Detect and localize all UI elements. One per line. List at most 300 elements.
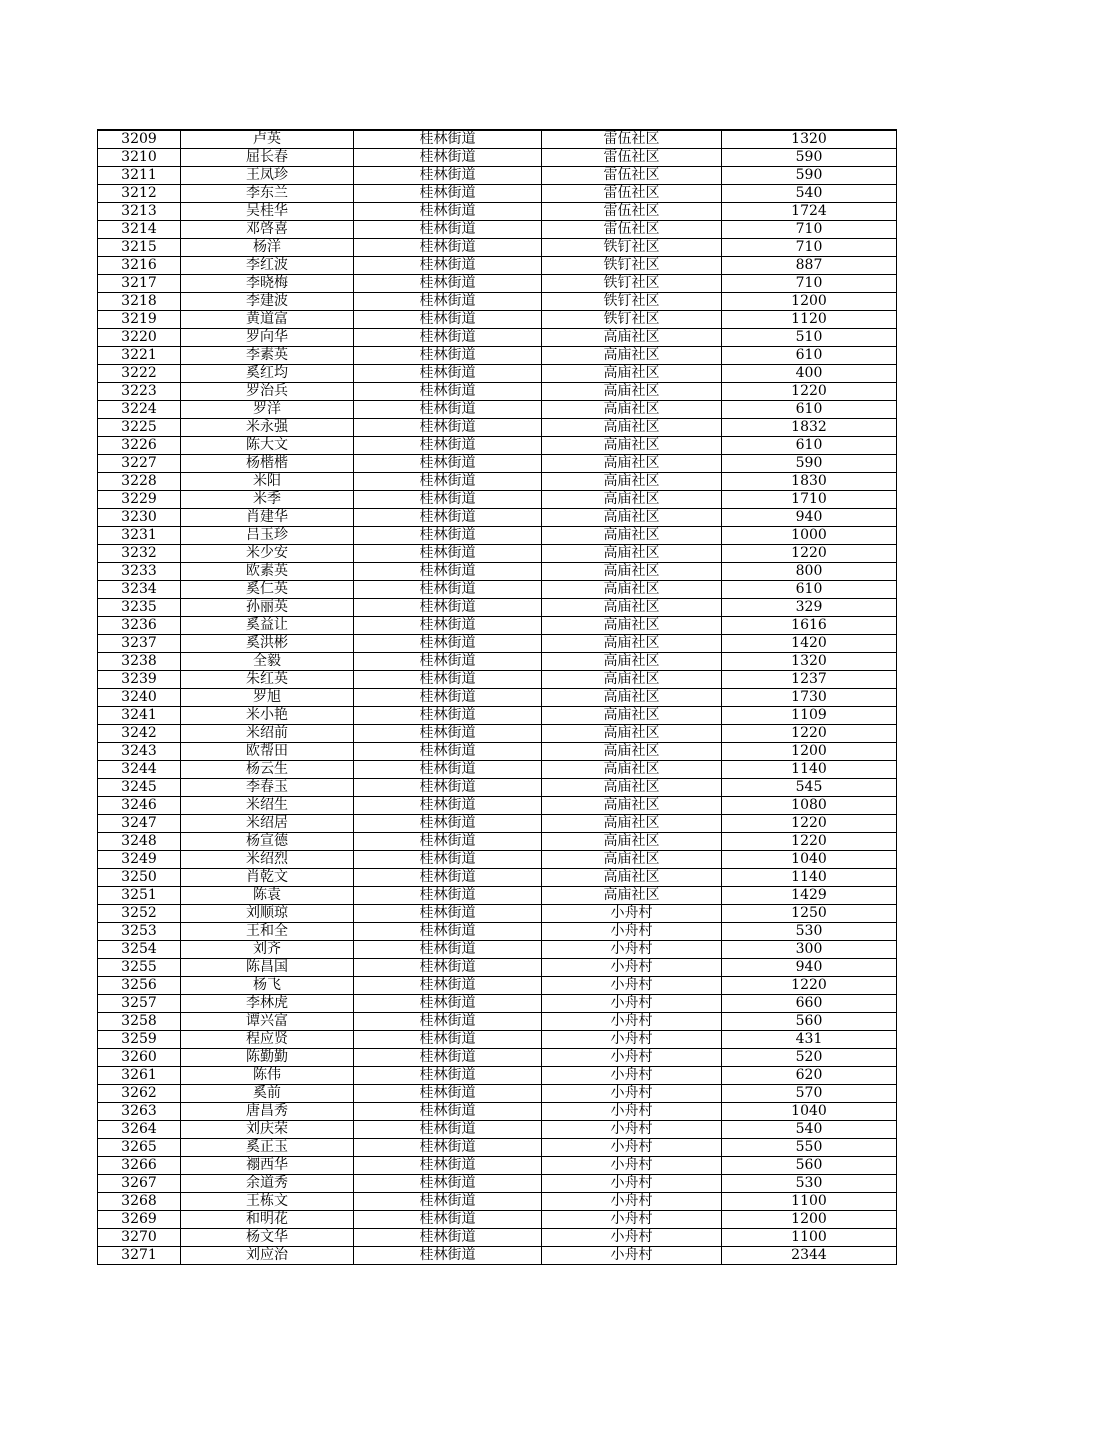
- cell-amount: 1100: [722, 1229, 897, 1247]
- cell-number: 3228: [98, 473, 181, 491]
- table-row: [98, 401, 897, 419]
- cell-amount: 540: [722, 1121, 897, 1139]
- cell-number: 3229: [98, 491, 181, 509]
- cell-amount: 1730: [722, 689, 897, 707]
- table-row: [98, 167, 897, 185]
- cell-street: 桂林街道: [354, 761, 542, 779]
- table-row: [98, 779, 897, 797]
- cell-community: 高庙社区: [542, 473, 722, 491]
- cell-number: 3221: [98, 347, 181, 365]
- cell-street: 桂林街道: [354, 671, 542, 689]
- cell-community: 铁钉社区: [542, 311, 722, 329]
- table-row: [98, 221, 897, 239]
- cell-community: 雷伍社区: [542, 221, 722, 239]
- table-row: [98, 563, 897, 581]
- cell-amount: 560: [722, 1013, 897, 1031]
- table-row: [98, 851, 897, 869]
- cell-name: 和明花: [181, 1211, 354, 1229]
- table-row: [98, 959, 897, 977]
- cell-community: 小舟村: [542, 1157, 722, 1175]
- cell-street: 桂林街道: [354, 707, 542, 725]
- table-row: [98, 1139, 897, 1157]
- table-row: [98, 725, 897, 743]
- cell-name: 禤西华: [181, 1157, 354, 1175]
- cell-name: 陈昌国: [181, 959, 354, 977]
- cell-number: 3236: [98, 617, 181, 635]
- cell-number: 3209: [98, 130, 181, 149]
- cell-amount: 1320: [722, 653, 897, 671]
- cell-number: 3255: [98, 959, 181, 977]
- cell-street: 桂林街道: [354, 1139, 542, 1157]
- cell-street: 桂林街道: [354, 311, 542, 329]
- cell-street: 桂林街道: [354, 905, 542, 923]
- table-row: [98, 365, 897, 383]
- table-row: [98, 185, 897, 203]
- cell-community: 高庙社区: [542, 365, 722, 383]
- cell-community: 高庙社区: [542, 617, 722, 635]
- cell-name: 邓啓喜: [181, 221, 354, 239]
- table-row: [98, 149, 897, 167]
- cell-amount: 1832: [722, 419, 897, 437]
- cell-amount: 710: [722, 275, 897, 293]
- cell-amount: 590: [722, 455, 897, 473]
- table-row: [98, 1175, 897, 1193]
- cell-number: 3269: [98, 1211, 181, 1229]
- cell-street: 桂林街道: [354, 923, 542, 941]
- cell-street: 桂林街道: [354, 833, 542, 851]
- cell-name: 米永强: [181, 419, 354, 437]
- cell-number: 3238: [98, 653, 181, 671]
- cell-street: 桂林街道: [354, 563, 542, 581]
- cell-community: 小舟村: [542, 941, 722, 959]
- cell-number: 3237: [98, 635, 181, 653]
- cell-community: 高庙社区: [542, 347, 722, 365]
- cell-name: 杨文华: [181, 1229, 354, 1247]
- cell-number: 3249: [98, 851, 181, 869]
- cell-amount: 510: [722, 329, 897, 347]
- cell-community: 雷伍社区: [542, 185, 722, 203]
- cell-community: 高庙社区: [542, 833, 722, 851]
- cell-number: 3213: [98, 203, 181, 221]
- cell-number: 3220: [98, 329, 181, 347]
- cell-community: 小舟村: [542, 1103, 722, 1121]
- cell-name: 朱红英: [181, 671, 354, 689]
- cell-number: 3248: [98, 833, 181, 851]
- cell-amount: 1000: [722, 527, 897, 545]
- cell-number: 3218: [98, 293, 181, 311]
- cell-amount: 887: [722, 257, 897, 275]
- cell-name: 孙丽英: [181, 599, 354, 617]
- cell-amount: 590: [722, 167, 897, 185]
- cell-community: 高庙社区: [542, 761, 722, 779]
- cell-street: 桂林街道: [354, 1121, 542, 1139]
- table-row: [98, 1211, 897, 1229]
- cell-number: 3266: [98, 1157, 181, 1175]
- cell-name: 米少安: [181, 545, 354, 563]
- cell-community: 小舟村: [542, 959, 722, 977]
- cell-community: 铁钉社区: [542, 293, 722, 311]
- table-row: [98, 923, 897, 941]
- table-row: [98, 671, 897, 689]
- cell-name: 罗向华: [181, 329, 354, 347]
- cell-number: 3235: [98, 599, 181, 617]
- cell-number: 3250: [98, 869, 181, 887]
- cell-community: 小舟村: [542, 905, 722, 923]
- cell-number: 3234: [98, 581, 181, 599]
- table-row: [98, 257, 897, 275]
- cell-name: 奚前: [181, 1085, 354, 1103]
- cell-amount: 610: [722, 401, 897, 419]
- cell-number: 3225: [98, 419, 181, 437]
- table-row: [98, 419, 897, 437]
- table-row: [98, 1193, 897, 1211]
- cell-amount: 1220: [722, 545, 897, 563]
- cell-name: 屈长春: [181, 149, 354, 167]
- cell-community: 高庙社区: [542, 797, 722, 815]
- cell-amount: 1220: [722, 977, 897, 995]
- cell-name: 奚洪彬: [181, 635, 354, 653]
- table-row: [98, 743, 897, 761]
- cell-amount: 800: [722, 563, 897, 581]
- cell-number: 3230: [98, 509, 181, 527]
- table-row: [98, 1229, 897, 1247]
- cell-amount: 1109: [722, 707, 897, 725]
- table-row: [98, 1247, 897, 1265]
- cell-amount: 1616: [722, 617, 897, 635]
- cell-name: 奚益让: [181, 617, 354, 635]
- cell-name: 米绍生: [181, 797, 354, 815]
- table-body: [98, 130, 897, 1265]
- cell-number: 3240: [98, 689, 181, 707]
- cell-name: 陈袁: [181, 887, 354, 905]
- cell-street: 桂林街道: [354, 1103, 542, 1121]
- cell-community: 小舟村: [542, 1031, 722, 1049]
- cell-amount: 1830: [722, 473, 897, 491]
- cell-amount: 550: [722, 1139, 897, 1157]
- cell-community: 高庙社区: [542, 581, 722, 599]
- cell-amount: 1250: [722, 905, 897, 923]
- cell-name: 吴桂华: [181, 203, 354, 221]
- cell-street: 桂林街道: [354, 689, 542, 707]
- cell-street: 桂林街道: [354, 527, 542, 545]
- cell-street: 桂林街道: [354, 617, 542, 635]
- cell-name: 黄道富: [181, 311, 354, 329]
- cell-community: 铁钉社区: [542, 239, 722, 257]
- cell-amount: 1220: [722, 383, 897, 401]
- table-row: [98, 509, 897, 527]
- cell-community: 高庙社区: [542, 815, 722, 833]
- cell-community: 小舟村: [542, 1193, 722, 1211]
- cell-name: 杨楷楷: [181, 455, 354, 473]
- cell-street: 桂林街道: [354, 851, 542, 869]
- cell-community: 小舟村: [542, 1175, 722, 1193]
- cell-community: 高庙社区: [542, 527, 722, 545]
- cell-community: 高庙社区: [542, 563, 722, 581]
- table-row: [98, 1031, 897, 1049]
- cell-amount: 2344: [722, 1247, 897, 1265]
- cell-number: 3222: [98, 365, 181, 383]
- cell-number: 3264: [98, 1121, 181, 1139]
- table-row: [98, 815, 897, 833]
- cell-name: 李晓梅: [181, 275, 354, 293]
- cell-community: 雷伍社区: [542, 149, 722, 167]
- cell-amount: 570: [722, 1085, 897, 1103]
- cell-community: 雷伍社区: [542, 167, 722, 185]
- cell-street: 桂林街道: [354, 1247, 542, 1265]
- cell-community: 高庙社区: [542, 401, 722, 419]
- cell-street: 桂林街道: [354, 653, 542, 671]
- cell-amount: 1080: [722, 797, 897, 815]
- table-row: [98, 203, 897, 221]
- cell-street: 桂林街道: [354, 383, 542, 401]
- cell-name: 奚正玉: [181, 1139, 354, 1157]
- cell-street: 桂林街道: [354, 959, 542, 977]
- cell-name: 王凤珍: [181, 167, 354, 185]
- table-row: [98, 1085, 897, 1103]
- cell-name: 杨宣德: [181, 833, 354, 851]
- cell-number: 3265: [98, 1139, 181, 1157]
- table-row: [98, 995, 897, 1013]
- table-row: [98, 347, 897, 365]
- cell-community: 小舟村: [542, 1085, 722, 1103]
- cell-street: 桂林街道: [354, 1049, 542, 1067]
- cell-number: 3252: [98, 905, 181, 923]
- cell-amount: 1710: [722, 491, 897, 509]
- cell-amount: 1040: [722, 851, 897, 869]
- cell-number: 3241: [98, 707, 181, 725]
- table-row: [98, 977, 897, 995]
- cell-amount: 590: [722, 149, 897, 167]
- cell-name: 李红波: [181, 257, 354, 275]
- cell-community: 高庙社区: [542, 887, 722, 905]
- cell-name: 米季: [181, 491, 354, 509]
- cell-street: 桂林街道: [354, 203, 542, 221]
- cell-name: 奚仁英: [181, 581, 354, 599]
- cell-name: 欧帮田: [181, 743, 354, 761]
- cell-number: 3216: [98, 257, 181, 275]
- cell-number: 3259: [98, 1031, 181, 1049]
- cell-amount: 1429: [722, 887, 897, 905]
- table-row: [98, 797, 897, 815]
- cell-street: 桂林街道: [354, 887, 542, 905]
- cell-amount: 1200: [722, 743, 897, 761]
- cell-number: 3226: [98, 437, 181, 455]
- cell-number: 3242: [98, 725, 181, 743]
- cell-street: 桂林街道: [354, 599, 542, 617]
- cell-community: 雷伍社区: [542, 130, 722, 149]
- cell-amount: 540: [722, 185, 897, 203]
- cell-number: 3210: [98, 149, 181, 167]
- table-row: [98, 491, 897, 509]
- cell-street: 桂林街道: [354, 1085, 542, 1103]
- cell-street: 桂林街道: [354, 1013, 542, 1031]
- table-row: [98, 383, 897, 401]
- cell-name: 刘齐: [181, 941, 354, 959]
- cell-name: 刘顺琼: [181, 905, 354, 923]
- cell-amount: 610: [722, 581, 897, 599]
- table-row: [98, 1013, 897, 1031]
- cell-amount: 520: [722, 1049, 897, 1067]
- table-row: [98, 833, 897, 851]
- cell-number: 3211: [98, 167, 181, 185]
- cell-name: 杨洋: [181, 239, 354, 257]
- cell-amount: 530: [722, 1175, 897, 1193]
- cell-name: 王栋文: [181, 1193, 354, 1211]
- cell-amount: 940: [722, 509, 897, 527]
- table-row: [98, 275, 897, 293]
- cell-name: 刘庆荣: [181, 1121, 354, 1139]
- cell-street: 桂林街道: [354, 401, 542, 419]
- cell-number: 3271: [98, 1247, 181, 1265]
- cell-name: 罗旭: [181, 689, 354, 707]
- cell-community: 高庙社区: [542, 455, 722, 473]
- cell-name: 李素英: [181, 347, 354, 365]
- cell-name: 杨云生: [181, 761, 354, 779]
- cell-number: 3233: [98, 563, 181, 581]
- table-row: [98, 617, 897, 635]
- cell-community: 高庙社区: [542, 599, 722, 617]
- cell-number: 3223: [98, 383, 181, 401]
- table-row: [98, 941, 897, 959]
- cell-number: 3245: [98, 779, 181, 797]
- table-row: [98, 689, 897, 707]
- cell-amount: 940: [722, 959, 897, 977]
- cell-name: 罗治兵: [181, 383, 354, 401]
- cell-number: 3246: [98, 797, 181, 815]
- cell-amount: 1220: [722, 833, 897, 851]
- cell-street: 桂林街道: [354, 725, 542, 743]
- cell-community: 小舟村: [542, 995, 722, 1013]
- cell-street: 桂林街道: [354, 329, 542, 347]
- cell-number: 3231: [98, 527, 181, 545]
- cell-amount: 710: [722, 239, 897, 257]
- cell-name: 米绍烈: [181, 851, 354, 869]
- cell-street: 桂林街道: [354, 491, 542, 509]
- table-row: [98, 707, 897, 725]
- cell-community: 高庙社区: [542, 383, 722, 401]
- cell-street: 桂林街道: [354, 995, 542, 1013]
- cell-number: 3219: [98, 311, 181, 329]
- cell-community: 小舟村: [542, 923, 722, 941]
- table-row: [98, 455, 897, 473]
- cell-number: 3243: [98, 743, 181, 761]
- cell-amount: 1140: [722, 869, 897, 887]
- cell-number: 3257: [98, 995, 181, 1013]
- cell-number: 3270: [98, 1229, 181, 1247]
- cell-street: 桂林街道: [354, 1031, 542, 1049]
- cell-street: 桂林街道: [354, 275, 542, 293]
- table-row: [98, 437, 897, 455]
- cell-number: 3263: [98, 1103, 181, 1121]
- cell-street: 桂林街道: [354, 185, 542, 203]
- table-row: [98, 1157, 897, 1175]
- cell-community: 小舟村: [542, 1229, 722, 1247]
- cell-number: 3254: [98, 941, 181, 959]
- table-row: [98, 905, 897, 923]
- cell-number: 3214: [98, 221, 181, 239]
- cell-street: 桂林街道: [354, 419, 542, 437]
- table-row: [98, 293, 897, 311]
- cell-street: 桂林街道: [354, 221, 542, 239]
- table-row: [98, 887, 897, 905]
- cell-street: 桂林街道: [354, 130, 542, 149]
- cell-amount: 1724: [722, 203, 897, 221]
- cell-community: 小舟村: [542, 1247, 722, 1265]
- cell-community: 小舟村: [542, 1013, 722, 1031]
- cell-number: 3247: [98, 815, 181, 833]
- cell-community: 高庙社区: [542, 689, 722, 707]
- cell-street: 桂林街道: [354, 473, 542, 491]
- table-row: [98, 653, 897, 671]
- cell-name: 余道秀: [181, 1175, 354, 1193]
- cell-amount: 1200: [722, 1211, 897, 1229]
- table-row: [98, 761, 897, 779]
- cell-community: 高庙社区: [542, 491, 722, 509]
- cell-amount: 1320: [722, 130, 897, 149]
- cell-name: 李林虎: [181, 995, 354, 1013]
- cell-street: 桂林街道: [354, 167, 542, 185]
- cell-community: 高庙社区: [542, 509, 722, 527]
- cell-community: 高庙社区: [542, 707, 722, 725]
- cell-amount: 1220: [722, 725, 897, 743]
- cell-street: 桂林街道: [354, 1067, 542, 1085]
- cell-community: 高庙社区: [542, 653, 722, 671]
- table-row: [98, 1103, 897, 1121]
- cell-name: 欧素英: [181, 563, 354, 581]
- cell-street: 桂林街道: [354, 779, 542, 797]
- table-row: [98, 1049, 897, 1067]
- cell-community: 铁钉社区: [542, 257, 722, 275]
- cell-community: 雷伍社区: [542, 203, 722, 221]
- cell-amount: 1140: [722, 761, 897, 779]
- cell-amount: 530: [722, 923, 897, 941]
- cell-community: 高庙社区: [542, 743, 722, 761]
- cell-name: 王和全: [181, 923, 354, 941]
- cell-amount: 610: [722, 437, 897, 455]
- cell-community: 小舟村: [542, 1211, 722, 1229]
- table-row: [98, 869, 897, 887]
- table-row: [98, 1067, 897, 1085]
- cell-name: 谭兴富: [181, 1013, 354, 1031]
- cell-name: 米绍居: [181, 815, 354, 833]
- cell-number: 3212: [98, 185, 181, 203]
- cell-street: 桂林街道: [354, 1175, 542, 1193]
- cell-amount: 1420: [722, 635, 897, 653]
- cell-name: 奚红均: [181, 365, 354, 383]
- cell-name: 米绍前: [181, 725, 354, 743]
- cell-community: 高庙社区: [542, 851, 722, 869]
- cell-name: 米小艳: [181, 707, 354, 725]
- cell-amount: 1237: [722, 671, 897, 689]
- cell-street: 桂林街道: [354, 239, 542, 257]
- cell-number: 3262: [98, 1085, 181, 1103]
- cell-name: 罗洋: [181, 401, 354, 419]
- cell-street: 桂林街道: [354, 455, 542, 473]
- cell-community: 铁钉社区: [542, 275, 722, 293]
- cell-street: 桂林街道: [354, 257, 542, 275]
- cell-amount: 329: [722, 599, 897, 617]
- cell-name: 陈勤勤: [181, 1049, 354, 1067]
- cell-name: 陈大文: [181, 437, 354, 455]
- cell-amount: 1120: [722, 311, 897, 329]
- cell-street: 桂林街道: [354, 509, 542, 527]
- cell-number: 3217: [98, 275, 181, 293]
- cell-street: 桂林街道: [354, 149, 542, 167]
- cell-number: 3258: [98, 1013, 181, 1031]
- cell-community: 高庙社区: [542, 545, 722, 563]
- cell-community: 小舟村: [542, 1139, 722, 1157]
- cell-community: 小舟村: [542, 1049, 722, 1067]
